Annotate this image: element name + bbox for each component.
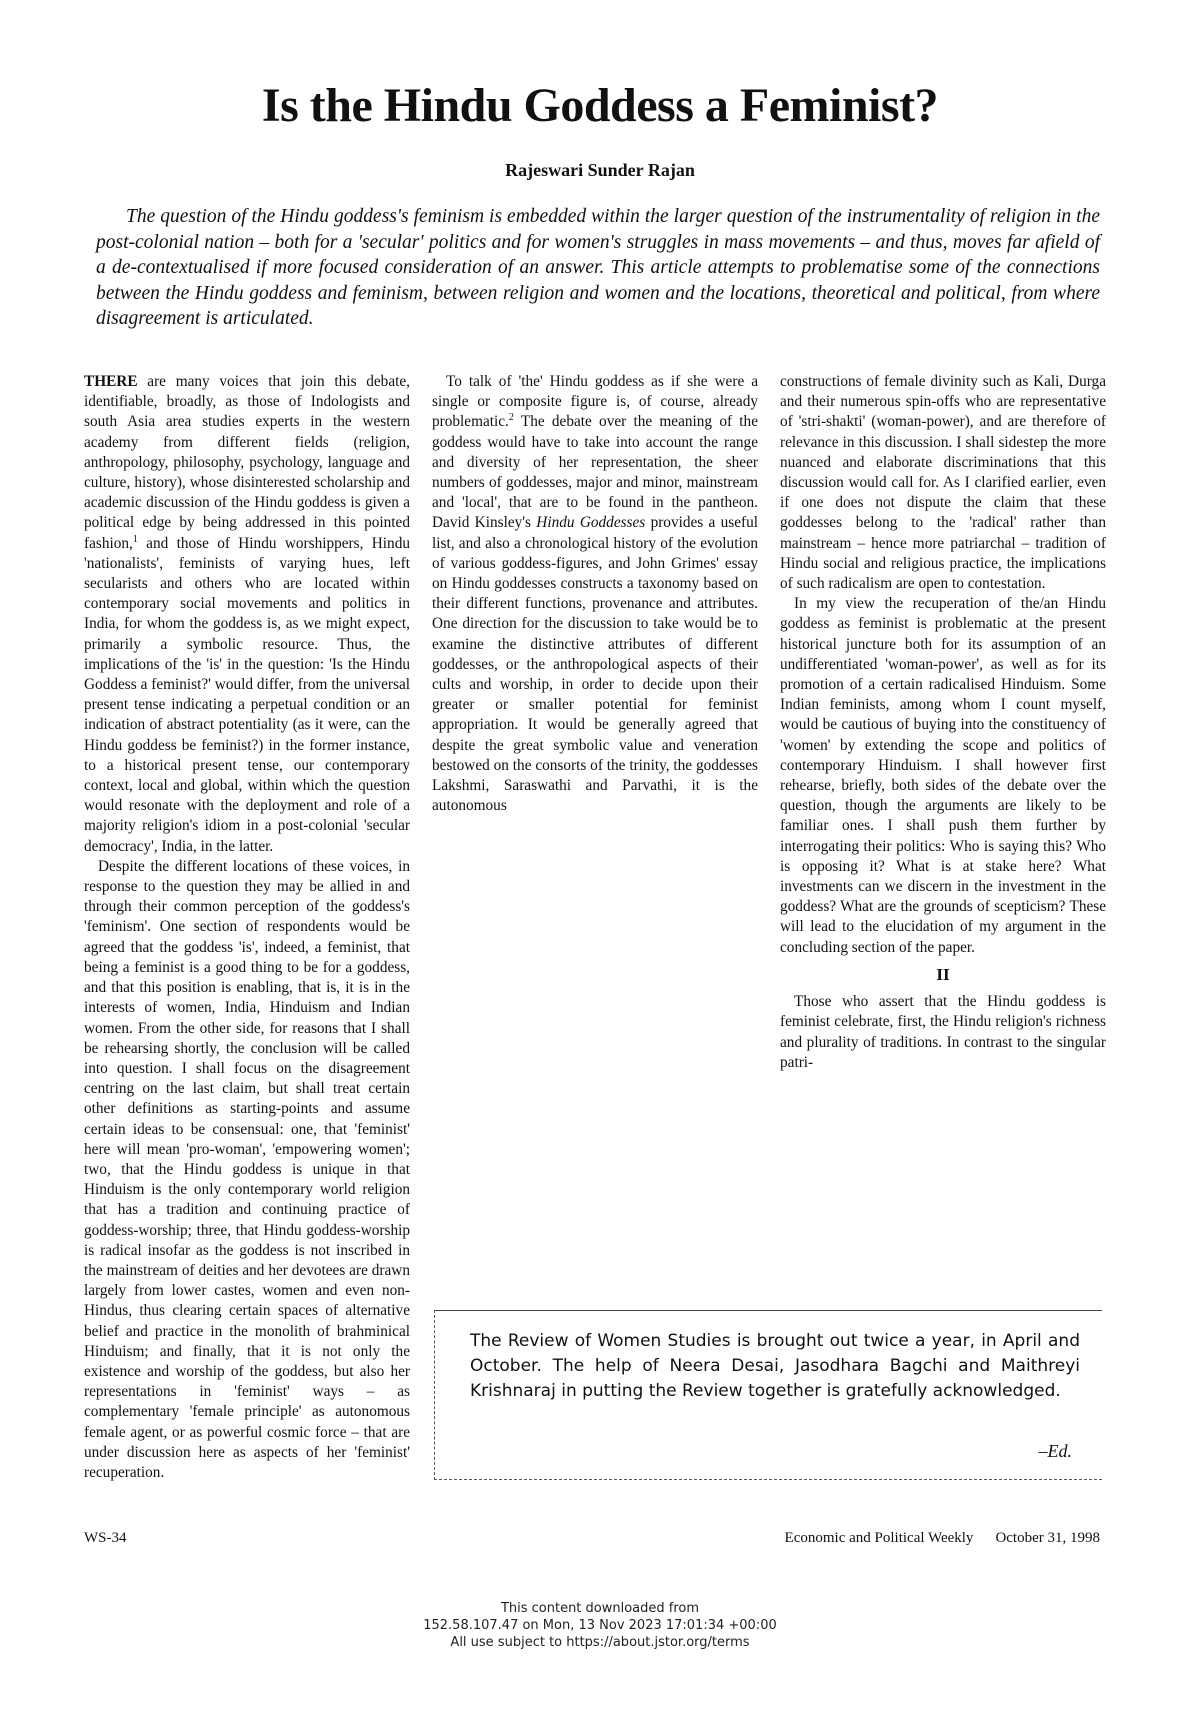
issue-date: October 31, 1998 <box>995 1530 1100 1546</box>
running-footer <box>763 1530 1100 1547</box>
editorial-note-box <box>434 1310 1102 1480</box>
journal-name: Economic and Political Weekly <box>784 1530 974 1546</box>
jstor-line-2: 152.58.107.47 on Mon, 13 Nov 2023 17:01:34 +00:00 <box>423 1618 777 1633</box>
abstract: The question of the Hindu goddess's feminism is embedded within the larger question of the instrumentality of religion in the post-colonial nation – both for a 'secular' politics and for women's struggles in mass movements – and thus, moves far afield of a de-contextualised if more focused consideration of an answer. This article attempts to problematise some of the connections between the Hindu goddess and feminism, between religion and women and the locations, theoretical and political, from where disagreement is articulated. <box>96 206 1100 329</box>
article-title: Is the Hindu Goddess a Feminist? <box>261 79 939 132</box>
author-name: Rajeswari Sunder Rajan <box>505 160 695 180</box>
jstor-line-1: This content downloaded from <box>500 1601 700 1616</box>
jstor-line-3[interactable]: All use subject to https://about.jstor.org/terms <box>450 1635 750 1650</box>
body-paragraph-6: Those who assert that the Hindu goddess is feminist celebrate, first, the Hindu religion's richness and plurality of traditions. In contrast to the singular patri- <box>780 993 1106 1071</box>
body-column-1 <box>84 372 410 1483</box>
footnote-ref-1[interactable]: 1 <box>132 533 138 545</box>
book-title: Hindu Goddesses <box>536 514 646 532</box>
body-column-2 <box>432 372 758 1212</box>
body-paragraph-3: To talk of 'the' Hindu goddess as if she were a single or composite figure is, of course, already problematic.$^2$ The debate over the meaning of the goddess would have to take into account the range and diversity of her representation, the sheer numbers of goddesses, major and minor, mainstream and 'local', that are to be found in the pantheon. David Kinsley's Hindu Goddesses provides a useful list, and also a chronological history of the evolution of various goddess-figures, and John Grimes' essay on Hindu goddesses constructs a taxonomy based on their different functions, provenance and attributes. One direction for the discussion to take would be to examine the distinctive attributes of different goddesses, or the anthropological aspects of their cults and worship, in order to decide upon their greater or smaller potential for feminist appropriation. It would be generally agreed that despite the great symbolic value and veneration bestowed on the consorts of the trinity, the goddesses Lakshmi, Saraswathi and Parvathi, it is the autonomous <box>432 373 758 815</box>
body-column-3 <box>780 372 1106 1073</box>
body-paragraph-1: THERE are many voices that join this debate, identifiable, broadly, as those of Indologists and south Asia area studies experts in the western academy from different fields (religion, anthropology, philosophy, psychology, language and culture, history), whose disinterested scholarship and academic discussion of the Hindu goddess is given a political edge by being addressed in this pointed fashion,$^1$ and those of Hindu worshippers, Hindu 'nationalists', feminists of varying hues, left secularists and others who are located within contemporary social movements and politics in India, for whom the goddess is, as we might expect, primarily a symbolic resource. Thus, the implications of the 'is' in the question: 'Is the Hindu Goddess a feminist?' would differ, from the universal present tense indicating a perpetual condition or an indication of abstract potentiality (as it were, can the Hindu goddess be feminist?) in the former instance, to a historical present tense, our contemporary context, local and global, within which the question would resonate with the deployment and role of a majority religion's idiom in a post-colonial 'secular democracy', India, in the latter. <box>84 373 410 855</box>
page-number: WS-34 <box>84 1530 127 1546</box>
footnote-ref-2[interactable]: 2 <box>508 412 514 424</box>
body-paragraph-2: Despite the different locations of these voices, in response to the question they may be allied in and through their common perception of the goddess's 'feminism'. One section of respondents would be agreed that the goddess 'is', indeed, a feminist, that being a feminist is a good thing to be for a goddess, and that this position is enabling, that is, it is in the interests of women, India, Hinduism and Indian women. From the other side, for reasons that I shall be rehearsing shortly, the conclusion will be called into question. I shall focus on the disagreement centring on the last claim, but shall treat certain other definitions as starting-points and assume certain ideas to be consensual: one, that 'feminist' here will mean 'pro-woman', 'empowering women'; two, that the Hindu goddess is unique in that Hinduism is the only contemporary world religion that has a tradition and continuing practice of goddess-worship; three, that Hindu goddess-worship is radical insofar as the goddess is not inscribed in the mainstream of deities and her devotees are drawn largely from lower castes, women and even non-Hindus, thus clearing certain spaces of alternative belief and practice in the monolith of brahminical Hinduism; and finally, that it is not only the existence and worship of the goddess, but also her representations in 'feminist' ways – as complementary 'female principle' as autonomous female agent, or as powerful cosmic force – that are under discussion here as aspects of her 'feminist' recuperation. <box>84 857 410 1481</box>
section-heading: II <box>936 964 950 984</box>
lead-word: THERE <box>84 373 138 390</box>
editorial-note-text: The Review of Women Studies is brought out twice a year, in April and October. The help of Neera Desai, Jasodhara Bagchi and Maithreyi Krishnaraj in putting the Review together is gratefully acknowledged. <box>470 1331 1080 1401</box>
jstor-notice <box>0 1600 1200 1651</box>
body-paragraph-4: constructions of female divinity such as Kali, Durga and their numerous spin-offs who are representative of 'stri-shakti' (woman-power), and are therefore of relevance in this discussion. I shall sidestep the more nuanced and elaborate discriminations that this discussion would call for. As I clarified earlier, even if one does not dispute the claim that these goddesses belong to the 'radical' rather than mainstream – hence more patriarchal – tradition of Hindu social and religious practice, the implications of such radicalism are open to contestation. <box>780 373 1106 593</box>
editorial-note-signature: –Ed. <box>1038 1441 1072 1461</box>
body-paragraph-5: In my view the recuperation of the/an Hindu goddess as feminist is problematic at the present historical juncture both for its assumption of an undifferentiated 'woman-power', as well as for its promotion of a certain radicalised Hinduism. Some Indian feminists, among whom I count myself, would be cautious of buying into the constituency of 'women' by extending the scope and politics of contemporary Hinduism. I shall however first rehearse, briefly, both sides of the debate over the question, though the arguments are likely to be familiar ones. I shall push them further by interrogating their politics: Who is saying this? Who is opposing it? What is at stake here? What investments can we discern in the investment in the goddess? What are the grounds of scepticism? These will lead to the elucidation of my argument in the concluding section of the paper. <box>780 595 1106 956</box>
